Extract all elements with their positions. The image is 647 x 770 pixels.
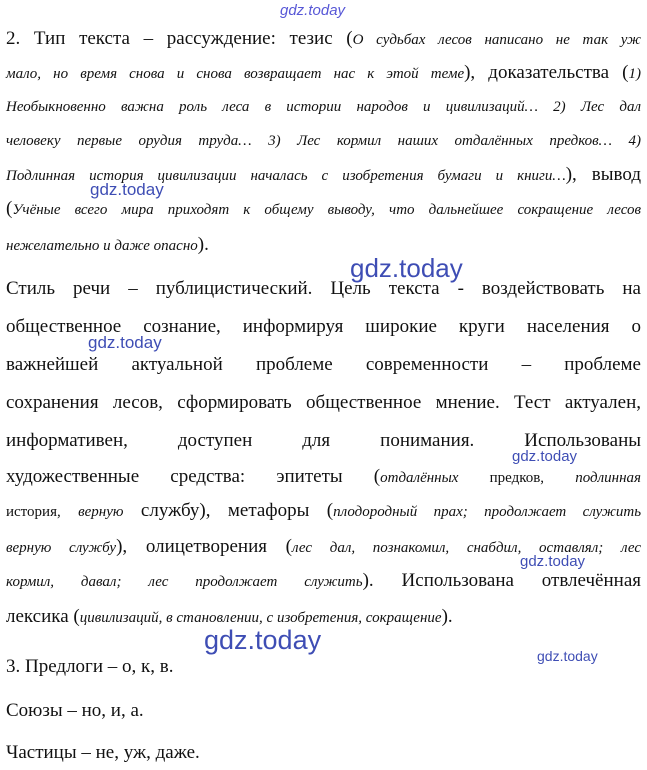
text-span: ( (6, 198, 13, 219)
quote-span: нежелательно и даже опасно (6, 238, 198, 254)
text-line (6, 158, 641, 193)
quote-span: 1) (628, 66, 641, 82)
watermark: gdz.today (280, 2, 346, 19)
watermark: gdz.today (350, 253, 463, 283)
text-span: службу), метафоры ( (140, 500, 334, 521)
text-span: ), вывод (565, 164, 641, 185)
text-line (6, 56, 641, 91)
quote-span: плодородный прах; продолжает служить (333, 504, 642, 520)
text-line (6, 460, 641, 495)
quote-span: отдалённых (380, 470, 459, 486)
text-line (6, 564, 641, 599)
text-span: лексика ( (6, 606, 80, 627)
conjunctions-line: Союзы – но, и, а. (6, 700, 144, 721)
quote-span: Подлинная история цивилизации началась с изобретения бумаги и книги… (6, 168, 566, 184)
text-line (6, 600, 641, 635)
prepositions-line: 3. Предлоги – о, к, в. (6, 656, 174, 677)
text-line: Необыкновенно важна роль леса в истории народов и цивилизаций… 2) Лес дал (6, 99, 641, 115)
particles-line: Частицы – не, уж, даже. (6, 742, 200, 763)
quote-span: Учёные всего мира приходят к общему выводу, что дальнейшее сокращение лесов (12, 202, 641, 218)
quote-span: цивилизаций, в становлении, с изобретения, сокращение (79, 610, 442, 626)
watermark: gdz.today (537, 648, 598, 664)
quote-span: мало, но время снова и снова возвращает нас к этой теме (6, 66, 465, 82)
watermark: gdz.today (520, 553, 586, 570)
text-span: история, (6, 504, 61, 520)
text-span: ). Использована отвлечённая (362, 570, 641, 591)
text-line (6, 228, 641, 263)
text-span: ). (197, 234, 209, 255)
quote-span: кормил, давал; лес продолжает служить (6, 574, 363, 590)
watermark: gdz.today (88, 333, 162, 352)
watermark: gdz.today (90, 180, 164, 199)
quote-span: подлинная (575, 470, 641, 486)
text-line (6, 22, 641, 57)
quote-span: верную (78, 504, 124, 520)
text-line: сохранения лесов, сформировать общественное мнение. Тест актуален, (6, 392, 641, 413)
quote-span: лес дал, познакомил, снабдил, оставлял; лес (292, 540, 641, 556)
text-line: важнейшей актуальной проблеме современности – проблеме (6, 354, 641, 375)
text-line: Стиль речи – публицистический. Цель текста - воздействовать на (6, 278, 641, 299)
quote-span: О судьбах лесов написано не так уж (352, 32, 641, 48)
text-span: ), олицетворения ( (116, 536, 293, 557)
watermark: gdz.today (204, 625, 322, 655)
text-span: ), доказательства ( (464, 62, 629, 83)
text-span: ). (441, 606, 453, 627)
text-line: общественное сознание, информируя широкие круги населения о (6, 316, 641, 337)
text-line: человеку первые орудия труда… 3) Лес кормил наших отдалённых предков… 4) (6, 133, 641, 149)
text-span: предков, (489, 470, 545, 486)
quote-span: верную службу (6, 540, 117, 556)
text-span: 2. Тип текста – рассуждение: тезис ( (6, 28, 353, 49)
text-line (6, 494, 641, 529)
watermark: gdz.today (512, 448, 578, 465)
text-line: информативен, доступен для понимания. Использованы (6, 430, 641, 451)
text-line (6, 530, 641, 565)
text-span: художественные средства: эпитеты ( (6, 466, 381, 487)
text-line (6, 192, 641, 227)
